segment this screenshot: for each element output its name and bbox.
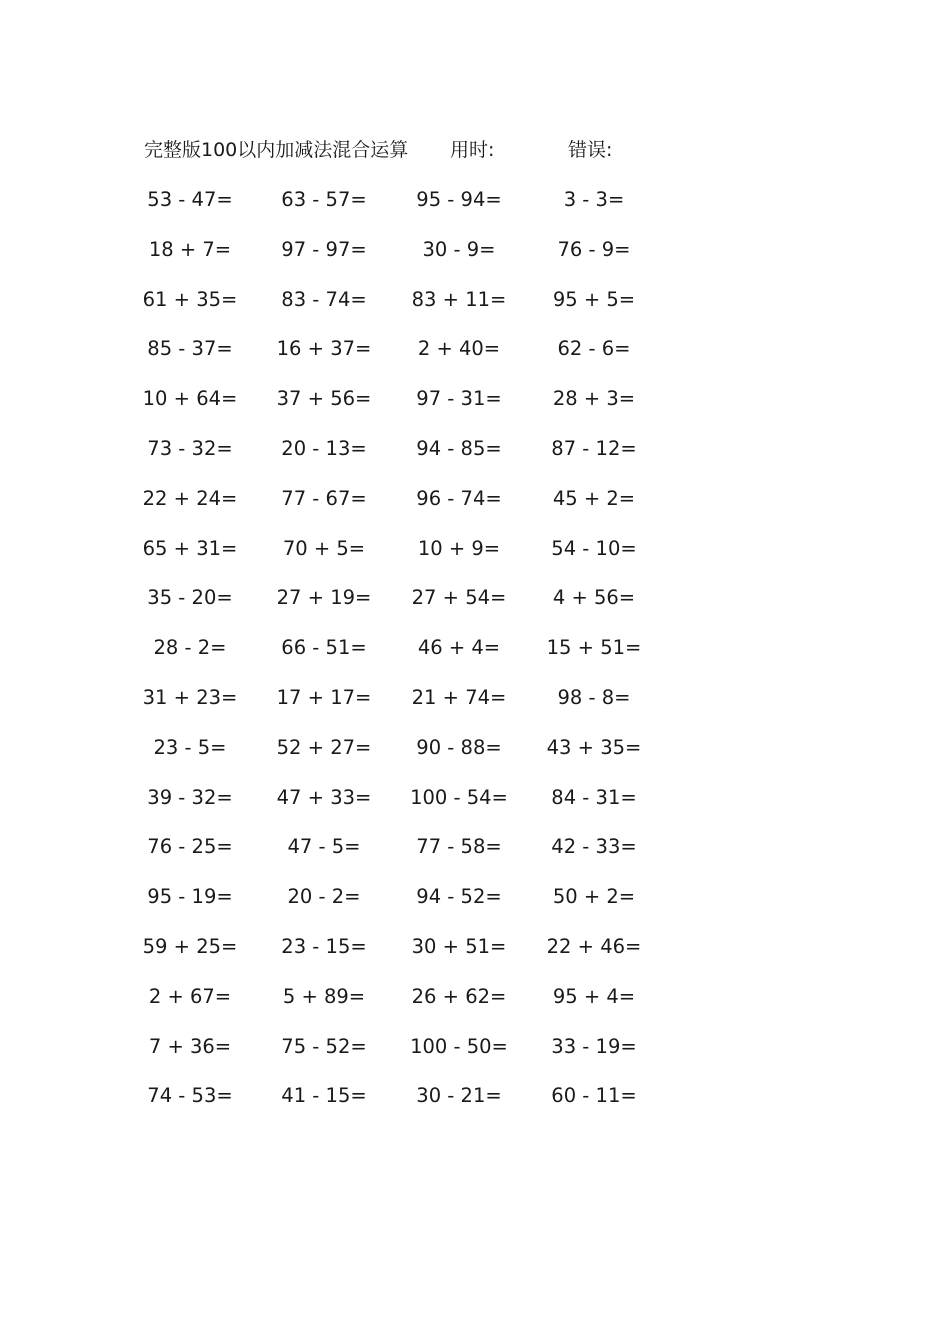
problem: 31 + 23= [142, 685, 238, 709]
problem: 2 + 67= [148, 984, 232, 1008]
problem: 4 + 56= [552, 586, 636, 610]
problem: 59 + 25= [142, 934, 238, 958]
problem: 53 - 47= [147, 188, 233, 211]
problem: 41 - 15= [281, 1084, 367, 1108]
problem-row [0, 384, 950, 434]
problem: 20 - 2= [287, 885, 361, 909]
problem-row [0, 235, 950, 285]
problem: 77 - 58= [416, 835, 502, 859]
problem: 61 + 35= [142, 287, 238, 311]
problem-row [0, 733, 950, 783]
problem: 3 - 3= [563, 188, 625, 211]
problem: 54 - 10= [551, 536, 637, 560]
problem: 16 + 37= [276, 337, 372, 361]
problem: 94 - 52= [416, 885, 502, 909]
problem: 15 + 51= [546, 636, 642, 660]
problem: 27 + 54= [411, 586, 507, 610]
problem-row [0, 633, 950, 683]
problem-row [0, 1032, 950, 1082]
problem: 21 + 74= [411, 685, 507, 709]
errors-label: 错误: [568, 139, 613, 161]
problem: 83 + 11= [411, 287, 507, 311]
problem: 77 - 67= [281, 486, 367, 510]
problem: 98 - 8= [557, 685, 631, 709]
problem: 22 + 46= [546, 934, 642, 958]
problem: 84 - 31= [551, 785, 637, 809]
problem: 100 - 54= [410, 785, 508, 809]
problem-row [0, 683, 950, 733]
problem: 30 + 51= [411, 934, 507, 958]
problem-row [0, 484, 950, 534]
problem: 95 + 4= [552, 984, 636, 1008]
time-label: 用时: [450, 139, 495, 161]
problem: 75 - 52= [281, 1034, 367, 1058]
problem: 17 + 17= [276, 685, 372, 709]
problem: 83 - 74= [281, 287, 367, 311]
problem: 63 - 57= [281, 188, 367, 211]
problem: 60 - 11= [551, 1084, 637, 1108]
problem: 47 - 5= [287, 835, 361, 859]
problem-row [0, 1081, 950, 1131]
problem-grid [0, 185, 950, 1131]
problem: 70 + 5= [282, 536, 366, 560]
problem: 22 + 24= [142, 486, 238, 510]
problem: 97 - 97= [281, 237, 367, 261]
problem: 74 - 53= [147, 1084, 233, 1108]
problem: 2 + 40= [417, 337, 501, 361]
problem-row [0, 982, 950, 1032]
problem: 5 + 89= [282, 984, 366, 1008]
problem: 95 + 5= [552, 287, 636, 311]
problem: 96 - 74= [416, 486, 502, 510]
problem-row [0, 534, 950, 584]
problem: 66 - 51= [281, 636, 367, 660]
problem-row [0, 334, 950, 384]
problem: 100 - 50= [410, 1034, 508, 1058]
problem: 95 - 19= [147, 885, 233, 909]
problem: 37 + 56= [276, 387, 372, 411]
problem: 87 - 12= [551, 436, 637, 460]
problem: 73 - 32= [147, 436, 233, 460]
problem: 23 - 15= [281, 934, 367, 958]
problem: 42 - 33= [551, 835, 637, 859]
problem: 45 + 2= [552, 486, 636, 510]
problem-row [0, 285, 950, 335]
problem: 97 - 31= [416, 387, 502, 411]
problem: 10 + 9= [417, 536, 501, 560]
problem: 7 + 36= [148, 1034, 232, 1058]
problem: 20 - 13= [281, 436, 367, 460]
problem-row [0, 185, 950, 235]
problem: 90 - 88= [416, 735, 502, 759]
problem: 35 - 20= [147, 586, 233, 610]
problem: 23 - 5= [153, 735, 227, 759]
problem: 76 - 9= [557, 237, 631, 261]
problem-row [0, 434, 950, 484]
problem: 50 + 2= [552, 885, 636, 909]
problem: 30 - 21= [416, 1084, 502, 1108]
problem: 46 + 4= [417, 636, 501, 660]
problem-row [0, 832, 950, 882]
problem: 52 + 27= [276, 735, 372, 759]
problem: 10 + 64= [142, 387, 238, 411]
problem: 95 - 94= [416, 188, 502, 211]
problem: 26 + 62= [411, 984, 507, 1008]
problem: 28 - 2= [153, 636, 227, 660]
problem: 33 - 19= [551, 1034, 637, 1058]
problem-row [0, 932, 950, 982]
problem: 30 - 9= [422, 237, 496, 261]
problem: 65 + 31= [142, 536, 238, 560]
worksheet-title: 完整版100以内加减法混合运算 [144, 139, 409, 161]
problem-row [0, 882, 950, 932]
problem: 39 - 32= [147, 785, 233, 809]
problem: 28 + 3= [552, 387, 636, 411]
problem-row [0, 783, 950, 833]
problem: 43 + 35= [546, 735, 642, 759]
problem: 85 - 37= [147, 337, 233, 361]
problem-row [0, 583, 950, 633]
problem: 62 - 6= [557, 337, 631, 361]
problem: 94 - 85= [416, 436, 502, 460]
problem: 18 + 7= [148, 237, 232, 261]
problem: 27 + 19= [276, 586, 372, 610]
problem: 76 - 25= [147, 835, 233, 859]
problem: 47 + 33= [276, 785, 372, 809]
